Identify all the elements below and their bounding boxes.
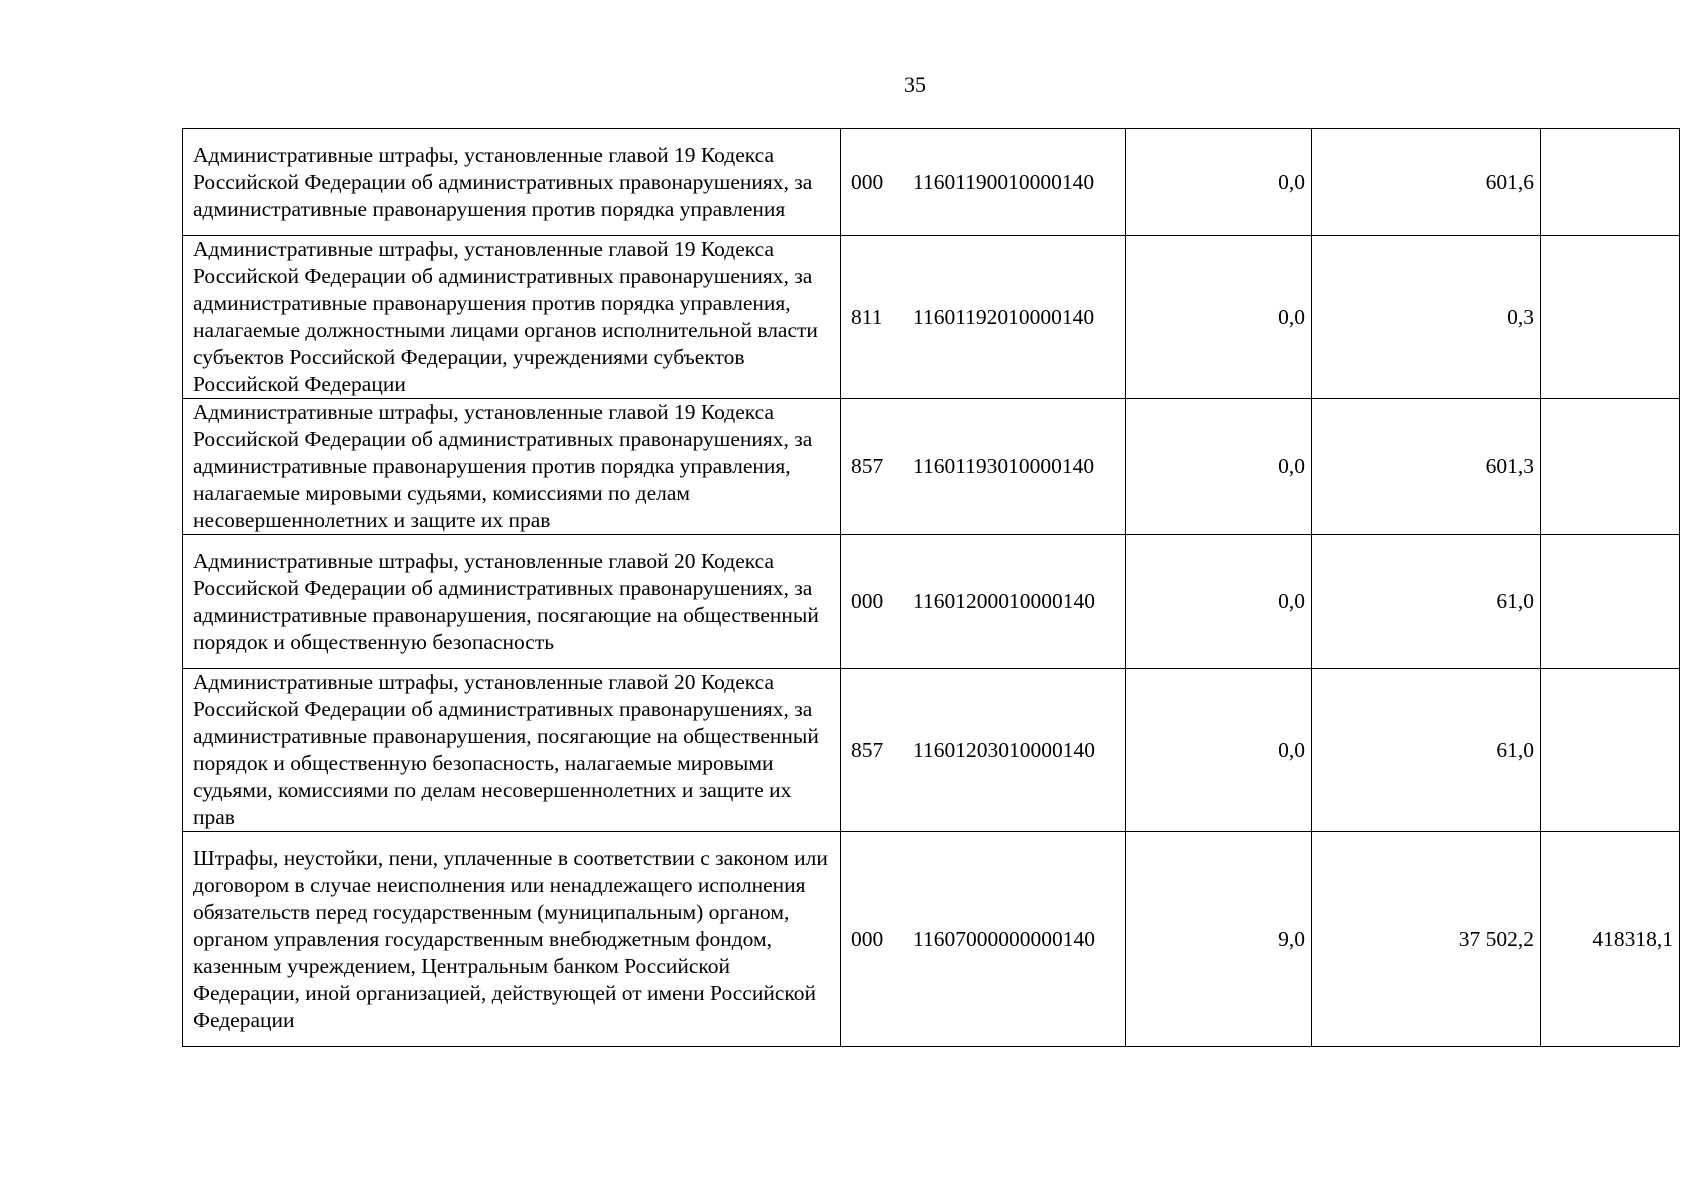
row-codes [841, 535, 1126, 669]
table-row [183, 129, 1680, 236]
row-description: Административные штрафы, установленные главой 19 Кодекса Российской Федерации об административных правонарушениях, за административные правонарушения против порядка управления, налагаемые должностными лицами органов исполнительной власти субъектов Российской Федерации, учреждениями субъектов Российской Федерации [183, 236, 841, 399]
row-value2: 61,0 [1312, 535, 1541, 669]
row-codes [841, 129, 1126, 236]
budget-code: 11601190010000140 [913, 169, 1095, 194]
row-value1: 9,0 [1126, 832, 1312, 1047]
budget-code: 11601200010000140 [913, 589, 1095, 613]
row-value3 [1541, 535, 1680, 669]
row-value2: 37 502,2 [1312, 832, 1541, 1047]
row-value1: 0,0 [1126, 129, 1312, 236]
row-description: Административные штрафы, установленные главой 19 Кодекса Российской Федерации об административных правонарушениях, за административные правонарушения против порядка управления, налагаемые мировыми судьями, комиссиями по делам несовершеннолетних и защите их прав [183, 399, 841, 535]
budget-code: 11601203010000140 [913, 737, 1095, 762]
row-value2: 0,3 [1312, 236, 1541, 399]
page-number: 35 [904, 72, 926, 97]
row-value3 [1541, 669, 1680, 832]
row-value3 [1541, 236, 1680, 399]
budget-code: 11601193010000140 [913, 454, 1095, 478]
row-value1: 0,0 [1126, 535, 1312, 669]
row-codes [841, 399, 1126, 535]
row-codes [841, 236, 1126, 399]
admin-code: 857 [851, 737, 884, 762]
row-value3 [1541, 129, 1680, 236]
table-row [183, 535, 1680, 669]
row-description: Штрафы, неустойки, пени, уплаченные в соответствии с законом или договором в случае неисполнения или ненадлежащего исполнения обязательств перед государственным (муниципальным) органом, органом управления государственным внебюджетным фондом, казенным учреждением, Центральным банком Российской Федерации, иной организацией, действующей от имени Российской Федерации [183, 832, 841, 1047]
row-value2: 601,3 [1312, 399, 1541, 535]
admin-code: 000 [851, 169, 884, 194]
admin-code: 000 [851, 926, 884, 951]
row-codes [841, 832, 1126, 1047]
revenue-table [182, 128, 1680, 1047]
row-value3: 418318,1 [1541, 832, 1680, 1047]
admin-code: 857 [851, 454, 884, 478]
row-description: Административные штрафы, установленные главой 20 Кодекса Российской Федерации об административных правонарушениях, за административные правонарушения, посягающие на общественный порядок и общественную безопасность [183, 535, 841, 669]
table-row [183, 236, 1680, 399]
row-description: Административные штрафы, установленные главой 20 Кодекса Российской Федерации об административных правонарушениях, за административные правонарушения, посягающие на общественный порядок и общественную безопасность, налагаемые мировыми судьями, комиссиями по делам несовершеннолетних и защите их прав [183, 669, 841, 832]
table-row [183, 832, 1680, 1047]
row-value2: 601,6 [1312, 129, 1541, 236]
row-value1: 0,0 [1126, 236, 1312, 399]
row-codes [841, 669, 1126, 832]
budget-code: 11607000000000140 [913, 926, 1095, 951]
row-value3 [1541, 399, 1680, 535]
budget-code: 11601192010000140 [913, 304, 1095, 329]
table-row [183, 399, 1680, 535]
row-value2: 61,0 [1312, 669, 1541, 832]
row-value1: 0,0 [1126, 669, 1312, 832]
admin-code: 000 [851, 589, 884, 613]
table-row [183, 669, 1680, 832]
admin-code: 811 [851, 304, 883, 329]
row-description: Административные штрафы, установленные главой 19 Кодекса Российской Федерации об административных правонарушениях, за административные правонарушения против порядка управления [183, 129, 841, 236]
row-value1: 0,0 [1126, 399, 1312, 535]
